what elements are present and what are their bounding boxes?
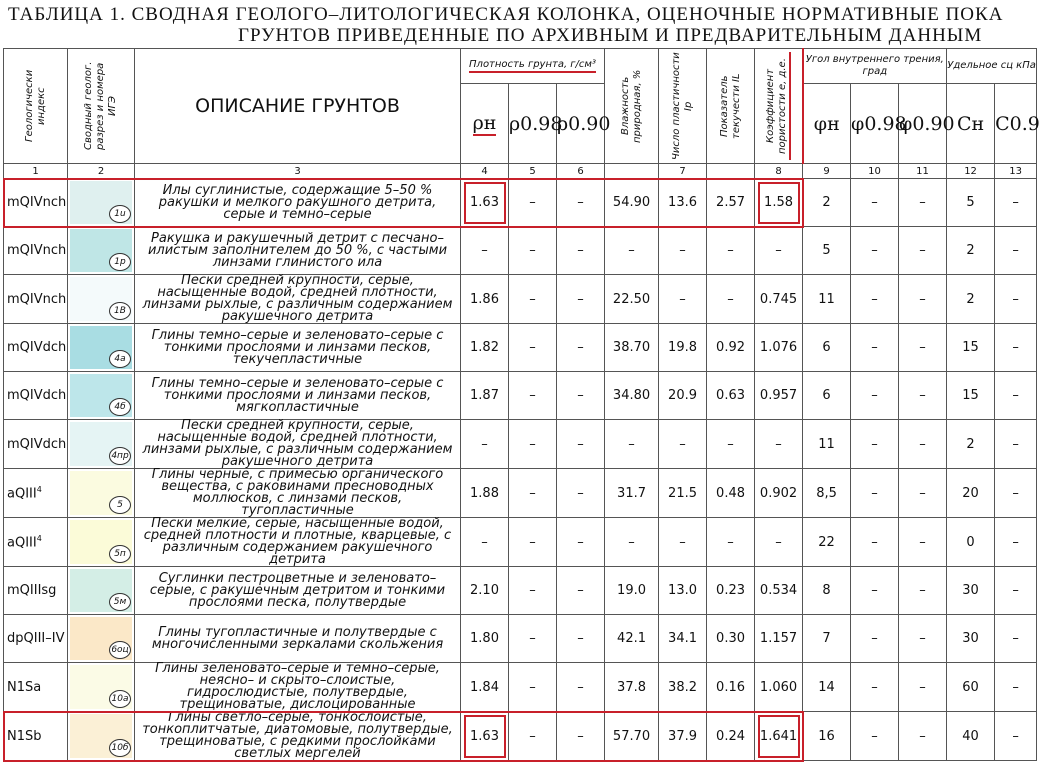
value-w: 34.80 bbox=[605, 372, 659, 420]
value-phi: 2 bbox=[803, 179, 851, 227]
header-moisture: Влажность природная, % bbox=[605, 49, 659, 164]
value-il: – bbox=[707, 275, 755, 324]
value-e: 1.060 bbox=[755, 663, 803, 712]
value-r98: – bbox=[509, 615, 557, 663]
header-liquidity: Показатель текучести IL bbox=[707, 49, 755, 164]
value-ip: 37.9 bbox=[659, 712, 707, 761]
value-c: 2 bbox=[947, 420, 995, 469]
geology-column-swatch bbox=[68, 469, 135, 518]
value-p98: – bbox=[851, 567, 899, 615]
value-phi: 22 bbox=[803, 518, 851, 567]
value-il: 0.92 bbox=[707, 324, 755, 372]
ige-code: 1p bbox=[109, 253, 131, 271]
header-rho-n: ρн bbox=[461, 84, 509, 164]
value-p90: – bbox=[899, 179, 947, 227]
value-rho: 1.82 bbox=[461, 324, 509, 372]
ige-code: 5 bbox=[109, 496, 131, 514]
geology-column-swatch bbox=[68, 518, 135, 567]
value-p98: – bbox=[851, 518, 899, 567]
header-c-n: Cн bbox=[947, 84, 995, 164]
value-r98: – bbox=[509, 663, 557, 712]
value-phi: 6 bbox=[803, 324, 851, 372]
value-w: 54.90 bbox=[605, 179, 659, 227]
geo-index: mQIVnch bbox=[4, 179, 68, 227]
value-phi: 16 bbox=[803, 712, 851, 761]
table-row bbox=[4, 615, 1037, 663]
table-row bbox=[4, 420, 1037, 469]
value-r90: – bbox=[557, 615, 605, 663]
header-geo-index: Геологически индекс bbox=[4, 49, 68, 164]
value-phi: 11 bbox=[803, 275, 851, 324]
soil-description: Глины тугопластичные и полутвердые с многочисленными зеркалами скольжения bbox=[135, 615, 461, 663]
value-ip: 19.8 bbox=[659, 324, 707, 372]
table-row bbox=[4, 324, 1037, 372]
value-e: – bbox=[755, 518, 803, 567]
value-rho: 1.84 bbox=[461, 663, 509, 712]
header-density-group: Плотность грунта, г/см³ bbox=[461, 49, 605, 84]
column-number: 5 bbox=[509, 164, 557, 179]
table-row bbox=[4, 567, 1037, 615]
value-il: – bbox=[707, 518, 755, 567]
geo-index: mQIVdch bbox=[4, 324, 68, 372]
value-p90: – bbox=[899, 275, 947, 324]
value-c: 5 bbox=[947, 179, 995, 227]
header-phi-n: φн bbox=[803, 84, 851, 164]
value-c: 0 bbox=[947, 518, 995, 567]
geo-index: aQIII$^4$ bbox=[4, 518, 68, 567]
value-r98: – bbox=[509, 179, 557, 227]
value-c: 40 bbox=[947, 712, 995, 761]
value-rho: 1.88 bbox=[461, 469, 509, 518]
value-ip: 34.1 bbox=[659, 615, 707, 663]
value-ip: – bbox=[659, 275, 707, 324]
value-c: 15 bbox=[947, 372, 995, 420]
value-p98: – bbox=[851, 324, 899, 372]
geology-column-swatch bbox=[68, 324, 135, 372]
column-number bbox=[707, 164, 755, 179]
value-c98: – bbox=[995, 324, 1037, 372]
value-p98: – bbox=[851, 663, 899, 712]
value-c98: – bbox=[995, 663, 1037, 712]
value-p90: – bbox=[899, 469, 947, 518]
value-rho: 1.63 bbox=[461, 179, 509, 227]
value-p90: – bbox=[899, 324, 947, 372]
geology-column-swatch bbox=[68, 227, 135, 275]
value-c98: – bbox=[995, 179, 1037, 227]
value-p98: – bbox=[851, 227, 899, 275]
value-e: 1.076 bbox=[755, 324, 803, 372]
value-c: 30 bbox=[947, 567, 995, 615]
value-il: 0.23 bbox=[707, 567, 755, 615]
geo-index: mQIVdch bbox=[4, 372, 68, 420]
geology-column-swatch bbox=[68, 663, 135, 712]
value-r98: – bbox=[509, 324, 557, 372]
soil-description: Суглинки пестроцветные и зеленовато–серые, с ракушечным детритом и тонкими прослоями песка, полутвердые bbox=[135, 567, 461, 615]
value-p90: – bbox=[899, 712, 947, 761]
value-ip: – bbox=[659, 227, 707, 275]
value-w: 42.1 bbox=[605, 615, 659, 663]
column-number: 3 bbox=[135, 164, 461, 179]
value-p90: – bbox=[899, 420, 947, 469]
value-p90: – bbox=[899, 615, 947, 663]
value-r90: – bbox=[557, 469, 605, 518]
value-phi: 8 bbox=[803, 567, 851, 615]
value-rho: 1.87 bbox=[461, 372, 509, 420]
header-phi-090: φ0.90 bbox=[899, 84, 947, 164]
value-phi: 14 bbox=[803, 663, 851, 712]
column-number: 11 bbox=[899, 164, 947, 179]
column-number bbox=[605, 164, 659, 179]
soil-description: Глины зеленовато–серые и темно–серые, неясно– и скрыто–слоистые, гидрослюдистые, полутвердые, трещиноватые, дислоцированные bbox=[135, 663, 461, 712]
value-c98: – bbox=[995, 227, 1037, 275]
soil-description: Пески мелкие, серые, насыщенные водой, средней плотности и плотные, кварцевые, с различным содержанием ракушечного детрита bbox=[135, 518, 461, 567]
value-ip: 13.6 bbox=[659, 179, 707, 227]
column-number: 6 bbox=[557, 164, 605, 179]
value-rho: 1.63 bbox=[461, 712, 509, 761]
value-phi: 8,5 bbox=[803, 469, 851, 518]
soil-description: Глины светло–серые, тонкослоистые, тонкоплитчатые, диатомовые, полутвердые, трещиноватые, с редкими прослойками светлых мергелей bbox=[135, 712, 461, 761]
header-angle-group: Угол внутреннего трения, град bbox=[803, 49, 947, 84]
ige-code: 5м bbox=[109, 593, 131, 611]
value-w: 22.50 bbox=[605, 275, 659, 324]
geology-column-swatch bbox=[68, 615, 135, 663]
value-rho: 1.80 bbox=[461, 615, 509, 663]
value-ip: 20.9 bbox=[659, 372, 707, 420]
ige-code: 10а bbox=[109, 690, 131, 708]
geology-column-swatch bbox=[68, 372, 135, 420]
value-p90: – bbox=[899, 372, 947, 420]
value-r90: – bbox=[557, 324, 605, 372]
value-r98: – bbox=[509, 518, 557, 567]
header-porosity: Коэффициент пористости e, д.е. bbox=[755, 49, 803, 164]
value-w: 37.8 bbox=[605, 663, 659, 712]
header-cohesion-group: Удельное сц кПа bbox=[947, 49, 1037, 84]
value-c98: – bbox=[995, 615, 1037, 663]
value-phi: 11 bbox=[803, 420, 851, 469]
value-il: 0.16 bbox=[707, 663, 755, 712]
header-column: Сводный геолог. разрез и номера ИГЭ bbox=[68, 49, 135, 164]
geology-column-swatch bbox=[68, 179, 135, 227]
value-c: 20 bbox=[947, 469, 995, 518]
column-number: 13 bbox=[995, 164, 1037, 179]
value-r98: – bbox=[509, 712, 557, 761]
value-p90: – bbox=[899, 567, 947, 615]
column-number: 8 bbox=[755, 164, 803, 179]
value-r98: – bbox=[509, 567, 557, 615]
value-c: 15 bbox=[947, 324, 995, 372]
value-il: – bbox=[707, 227, 755, 275]
value-c98: – bbox=[995, 372, 1037, 420]
table-row bbox=[4, 227, 1037, 275]
geology-column-swatch bbox=[68, 712, 135, 761]
header-plasticity: Число пластичности Ip bbox=[659, 49, 707, 164]
value-w: 38.70 bbox=[605, 324, 659, 372]
value-c: 2 bbox=[947, 275, 995, 324]
soil-description: Ракушка и ракушечный детрит с песчано–илистым заполнителем до 50 %, с частыми линзами глинистого ила bbox=[135, 227, 461, 275]
geo-index: mQIVdch bbox=[4, 420, 68, 469]
value-w: – bbox=[605, 227, 659, 275]
table-row bbox=[4, 372, 1037, 420]
value-w: 19.0 bbox=[605, 567, 659, 615]
value-r90: – bbox=[557, 179, 605, 227]
value-p98: – bbox=[851, 275, 899, 324]
value-w: – bbox=[605, 518, 659, 567]
value-p98: – bbox=[851, 372, 899, 420]
table-row bbox=[4, 469, 1037, 518]
value-c98: – bbox=[995, 469, 1037, 518]
ige-code: 5п bbox=[109, 545, 131, 563]
value-r90: – bbox=[557, 227, 605, 275]
value-p90: – bbox=[899, 518, 947, 567]
value-il: 2.57 bbox=[707, 179, 755, 227]
column-number: 10 bbox=[851, 164, 899, 179]
title-line-2: ГРУНТОВ ПРИВЕДЕННЫЕ ПО АРХИВНЫМ И ПРЕДВАРИТЕЛЬНЫМ ДАННЫМ bbox=[238, 25, 983, 46]
column-number: 4 bbox=[461, 164, 509, 179]
ige-code: 6оц bbox=[109, 641, 131, 659]
table-row bbox=[4, 179, 1037, 227]
value-c: 60 bbox=[947, 663, 995, 712]
geo-index: mQIIIsg bbox=[4, 567, 68, 615]
value-c: 30 bbox=[947, 615, 995, 663]
value-w: 57.70 bbox=[605, 712, 659, 761]
geo-index: N1Sa bbox=[4, 663, 68, 712]
value-ip: – bbox=[659, 518, 707, 567]
ige-code: 4б bbox=[109, 398, 131, 416]
value-e: 0.902 bbox=[755, 469, 803, 518]
geology-table bbox=[3, 48, 1040, 761]
value-e: 1.157 bbox=[755, 615, 803, 663]
header-c-098: C0.9 bbox=[995, 84, 1037, 164]
value-rho: – bbox=[461, 420, 509, 469]
value-e: – bbox=[755, 227, 803, 275]
soil-description: Глины черные, с примесью органического вещества, с раковинами пресноводных моллюсков, с линзами песков, тугопластичные bbox=[135, 469, 461, 518]
geology-column-swatch bbox=[68, 420, 135, 469]
geo-index: mQIVnch bbox=[4, 275, 68, 324]
value-w: 31.7 bbox=[605, 469, 659, 518]
value-c: 2 bbox=[947, 227, 995, 275]
value-r90: – bbox=[557, 663, 605, 712]
value-c98: – bbox=[995, 420, 1037, 469]
value-rho: – bbox=[461, 227, 509, 275]
table-title bbox=[0, 0, 1024, 48]
value-e: – bbox=[755, 420, 803, 469]
geo-index: N1Sb bbox=[4, 712, 68, 761]
value-e: 0.745 bbox=[755, 275, 803, 324]
title-line-1: ТАБЛИЦА 1. СВОДНАЯ ГЕОЛОГО–ЛИТОЛОГИЧЕСКАЯ КОЛОНКА, ОЦЕНОЧНЫЕ НОРМАТИВНЫЕ ПОКА bbox=[8, 4, 1004, 25]
value-p90: – bbox=[899, 227, 947, 275]
ige-code: 4a bbox=[109, 350, 131, 368]
value-r98: – bbox=[509, 372, 557, 420]
soil-description: Пески средней крупности, серые, насыщенные водой, средней плотности, линзами рыхлые, с различным содержанием ракушечного детрита bbox=[135, 420, 461, 469]
value-ip: 38.2 bbox=[659, 663, 707, 712]
value-il: 0.24 bbox=[707, 712, 755, 761]
ige-code: 1В bbox=[109, 302, 131, 320]
value-il: 0.48 bbox=[707, 469, 755, 518]
geology-column-swatch bbox=[68, 275, 135, 324]
value-e: 0.957 bbox=[755, 372, 803, 420]
column-number: 9 bbox=[803, 164, 851, 179]
column-number: 2 bbox=[68, 164, 135, 179]
soil-description: Пески средней крупности, серые, насыщенные водой, средней плотности, линзами рыхлые, с различным содержанием ракушечного детрита bbox=[135, 275, 461, 324]
value-r90: – bbox=[557, 372, 605, 420]
value-r90: – bbox=[557, 518, 605, 567]
value-il: 0.63 bbox=[707, 372, 755, 420]
value-r90: – bbox=[557, 712, 605, 761]
ige-code: 4пр bbox=[109, 447, 131, 465]
header-rho-090: ρ0.90 bbox=[557, 84, 605, 164]
geo-index: mQIVnch bbox=[4, 227, 68, 275]
value-p98: – bbox=[851, 420, 899, 469]
ige-code: 10б bbox=[109, 739, 131, 757]
geology-column-swatch bbox=[68, 567, 135, 615]
geo-index: aQIII$^4$ bbox=[4, 469, 68, 518]
value-p90: – bbox=[899, 663, 947, 712]
value-e: 1.641 bbox=[755, 712, 803, 761]
geo-index: dpQIII–IV bbox=[4, 615, 68, 663]
header-description: ОПИСАНИЕ ГРУНТОВ bbox=[135, 49, 461, 164]
column-number: 1 bbox=[4, 164, 68, 179]
value-rho: 2.10 bbox=[461, 567, 509, 615]
ige-code: 1u bbox=[109, 205, 131, 223]
value-phi: 7 bbox=[803, 615, 851, 663]
column-number: 7 bbox=[659, 164, 707, 179]
value-rho: – bbox=[461, 518, 509, 567]
table-row bbox=[4, 663, 1037, 712]
value-p98: – bbox=[851, 615, 899, 663]
soil-description: Глины темно–серые и зеленовато–серые с тонкими прослоями и линзами песков, текучепластичные bbox=[135, 324, 461, 372]
table-row bbox=[4, 518, 1037, 567]
value-ip: – bbox=[659, 420, 707, 469]
table-row bbox=[4, 712, 1037, 761]
value-c98: – bbox=[995, 567, 1037, 615]
value-c98: – bbox=[995, 518, 1037, 567]
value-phi: 5 bbox=[803, 227, 851, 275]
value-rho: 1.86 bbox=[461, 275, 509, 324]
table-row bbox=[4, 275, 1037, 324]
value-il: – bbox=[707, 420, 755, 469]
column-number: 12 bbox=[947, 164, 995, 179]
value-p98: – bbox=[851, 469, 899, 518]
value-r98: – bbox=[509, 227, 557, 275]
value-e: 0.534 bbox=[755, 567, 803, 615]
value-il: 0.30 bbox=[707, 615, 755, 663]
value-r90: – bbox=[557, 567, 605, 615]
soil-description: Глины темно–серые и зеленовато–серые с тонкими прослоями и линзами песков, мягкопластичные bbox=[135, 372, 461, 420]
column-number-row bbox=[4, 164, 1037, 179]
value-p98: – bbox=[851, 179, 899, 227]
value-ip: 13.0 bbox=[659, 567, 707, 615]
soil-description: Илы суглинистые, содержащие 5–50 % ракушки и мелкого ракушного детрита, серые и темно–серые bbox=[135, 179, 461, 227]
header-phi-098: φ0.98 bbox=[851, 84, 899, 164]
header-rho-098: ρ0.98 bbox=[509, 84, 557, 164]
value-w: – bbox=[605, 420, 659, 469]
value-e: 1.58 bbox=[755, 179, 803, 227]
value-c98: – bbox=[995, 275, 1037, 324]
value-r90: – bbox=[557, 275, 605, 324]
value-phi: 6 bbox=[803, 372, 851, 420]
value-ip: 21.5 bbox=[659, 469, 707, 518]
value-p98: – bbox=[851, 712, 899, 761]
value-r98: – bbox=[509, 469, 557, 518]
value-r98: – bbox=[509, 275, 557, 324]
value-r90: – bbox=[557, 420, 605, 469]
value-r98: – bbox=[509, 420, 557, 469]
value-c98: – bbox=[995, 712, 1037, 761]
